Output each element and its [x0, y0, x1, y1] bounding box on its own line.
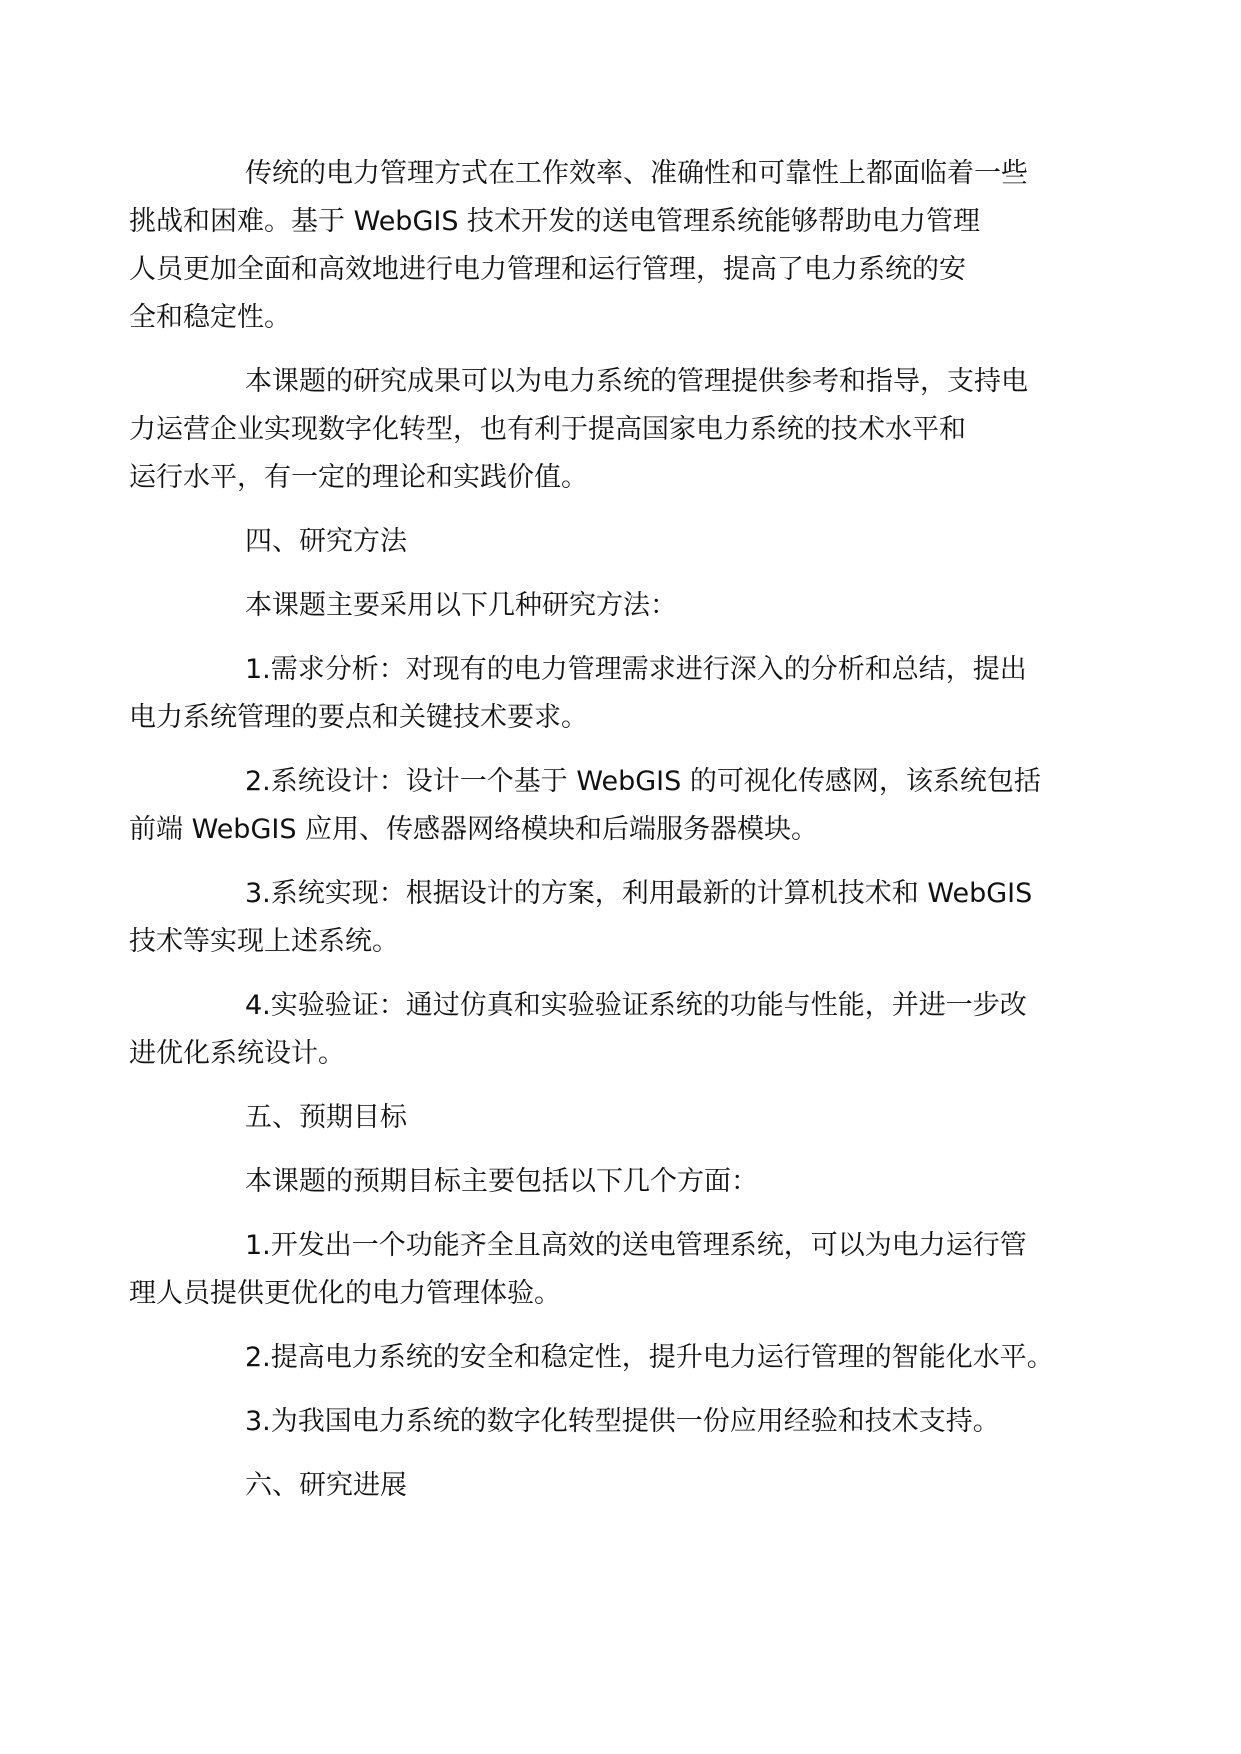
paragraph-line: 六、研究进展 [245, 1470, 407, 1501]
paragraph [187, 518, 1067, 566]
paragraph-line: 本课题的预期目标主要包括以下几个方面： [245, 1166, 758, 1197]
paragraph [129, 982, 1067, 1078]
paragraph [187, 1094, 1067, 1142]
paragraph [129, 150, 1067, 342]
paragraph [129, 646, 1067, 742]
paragraph-line: 挑战和困难。基于 WebGIS 技术开发的送电管理系统能够帮助电力管理 [129, 206, 981, 237]
paragraph-line: 1.需求分析：对现有的电力管理需求进行深入的分析和总结，提出 [245, 654, 1027, 685]
paragraph-line: 2.系统设计：设计一个基于 WebGIS 的可视化传感网，该系统包括 [245, 766, 1041, 797]
paragraph-line: 4.实验验证：通过仿真和实验验证系统的功能与性能，并进一步改 [245, 990, 1027, 1021]
paragraph-line: 传统的电力管理方式在工作效率、准确性和可靠性上都面临着一些 [245, 158, 1028, 189]
paragraph-line: 电力系统管理的要点和关键技术要求。 [129, 702, 588, 733]
document-body [129, 150, 1067, 1526]
paragraph [187, 1158, 1067, 1206]
paragraph-line: 1.开发出一个功能齐全且高效的送电管理系统，可以为电力运行管 [245, 1230, 1027, 1261]
paragraph-line: 本课题主要采用以下几种研究方法： [245, 590, 677, 621]
paragraph [129, 1222, 1067, 1318]
paragraph-line: 进优化系统设计。 [129, 1038, 345, 1069]
paragraph-line: 理人员提供更优化的电力管理体验。 [129, 1278, 561, 1309]
paragraph [187, 1334, 1067, 1382]
paragraph-line: 前端 WebGIS 应用、传感器网络模块和后端服务器模块。 [129, 814, 819, 845]
paragraph-line: 四、研究方法 [245, 526, 407, 557]
paragraph [187, 1462, 1067, 1510]
paragraph [129, 870, 1067, 966]
paragraph-line: 五、预期目标 [245, 1102, 407, 1133]
paragraph [129, 758, 1067, 854]
paragraph-line: 3.系统实现：根据设计的方案，利用最新的计算机技术和 WebGIS [245, 878, 1033, 909]
paragraph-line: 力运营企业实现数字化转型，也有利于提高国家电力系统的技术水平和 [129, 414, 966, 445]
paragraph-line: 技术等实现上述系统。 [129, 926, 399, 957]
paragraph-line: 全和稳定性。 [129, 302, 291, 333]
paragraph-line: 本课题的研究成果可以为电力系统的管理提供参考和指导，支持电 [245, 366, 1028, 397]
paragraph-line: 2.提高电力系统的安全和稳定性，提升电力运行管理的智能化水平。 [245, 1342, 1054, 1373]
paragraph-line: 运行水平，有一定的理论和实践价值。 [129, 462, 588, 493]
paragraph [187, 582, 1067, 630]
paragraph [129, 358, 1067, 502]
paragraph-line: 3.为我国电力系统的数字化转型提供一份应用经验和技术支持。 [245, 1406, 1000, 1437]
paragraph-line: 人员更加全面和高效地进行电力管理和运行管理，提高了电力系统的安 [129, 254, 966, 285]
paragraph [187, 1398, 1067, 1446]
